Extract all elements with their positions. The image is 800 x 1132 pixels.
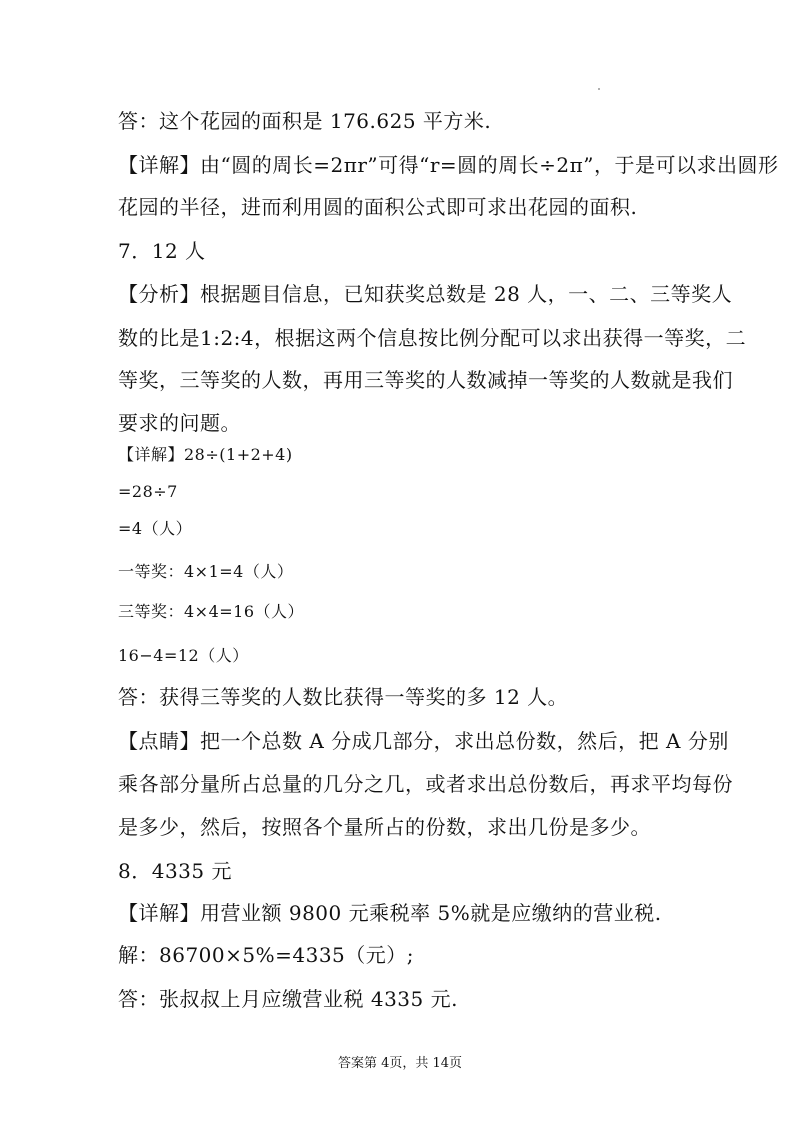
q8-detail: 【详解】用营业额 9800 元乘税率 5%就是应缴纳的营业税. (118, 901, 662, 925)
explanation-line-2: 花园的半径，进而利用圆的面积公式即可求出花园的面积. (118, 195, 638, 219)
analysis-line-2: 数的比是1:2:4，根据这两个信息按比例分配可以求出获得一等奖，二 (118, 326, 747, 350)
q7-heading: 7．12 人 (118, 239, 206, 263)
analysis-line-1: 【分析】根据题目信息，已知获奖总数是 28 人，一、二、三等奖人 (118, 282, 733, 306)
q8-answer: 答：张叔叔上月应缴营业税 4335 元. (118, 987, 458, 1011)
tip-line-2: 乘各部分量所占总量的几分之几，或者求出总份数后，再求平均每份 (118, 772, 733, 796)
q8-solution: 解：86700×5%=4335（元）; (118, 943, 415, 967)
tip-line-1: 【点睛】把一个总数 A 分成几部分，求出总份数，然后，把 A 分别 (118, 729, 729, 753)
q8-heading: 8．4335 元 (118, 859, 232, 883)
q7-answer: 答：获得三等奖的人数比获得一等奖的多 12 人。 (118, 685, 569, 709)
analysis-line-4: 要求的问题。 (118, 411, 241, 435)
answer-area-line: 答：这个花园的面积是 176.625 平方米. (118, 109, 492, 133)
first-prize-calc: 一等奖：4×1=4（人） (118, 562, 294, 581)
tip-line-3: 是多少，然后，按照各个量所占的份数，求出几份是多少。 (118, 815, 651, 839)
analysis-line-3: 等奖，三等奖的人数，再用三等奖的人数减掉一等奖的人数就是我们 (118, 368, 733, 392)
detail-formula-1: 【详解】28÷(1+2+4) (118, 445, 293, 464)
speck-mark (598, 88, 600, 90)
detail-formula-3: =4（人） (118, 519, 193, 538)
detail-formula-2: =28÷7 (118, 482, 178, 501)
third-prize-calc: 三等奖：4×4=16（人） (118, 602, 305, 621)
difference-calc: 16−4=12（人） (118, 646, 249, 665)
page-footer: 答案第 4页，共 14页 (337, 1056, 463, 1071)
explanation-line-1: 【详解】由“圆的周长=2πr”可得“r=圆的周长÷2π”，于是可以求出圆形 (118, 153, 779, 177)
